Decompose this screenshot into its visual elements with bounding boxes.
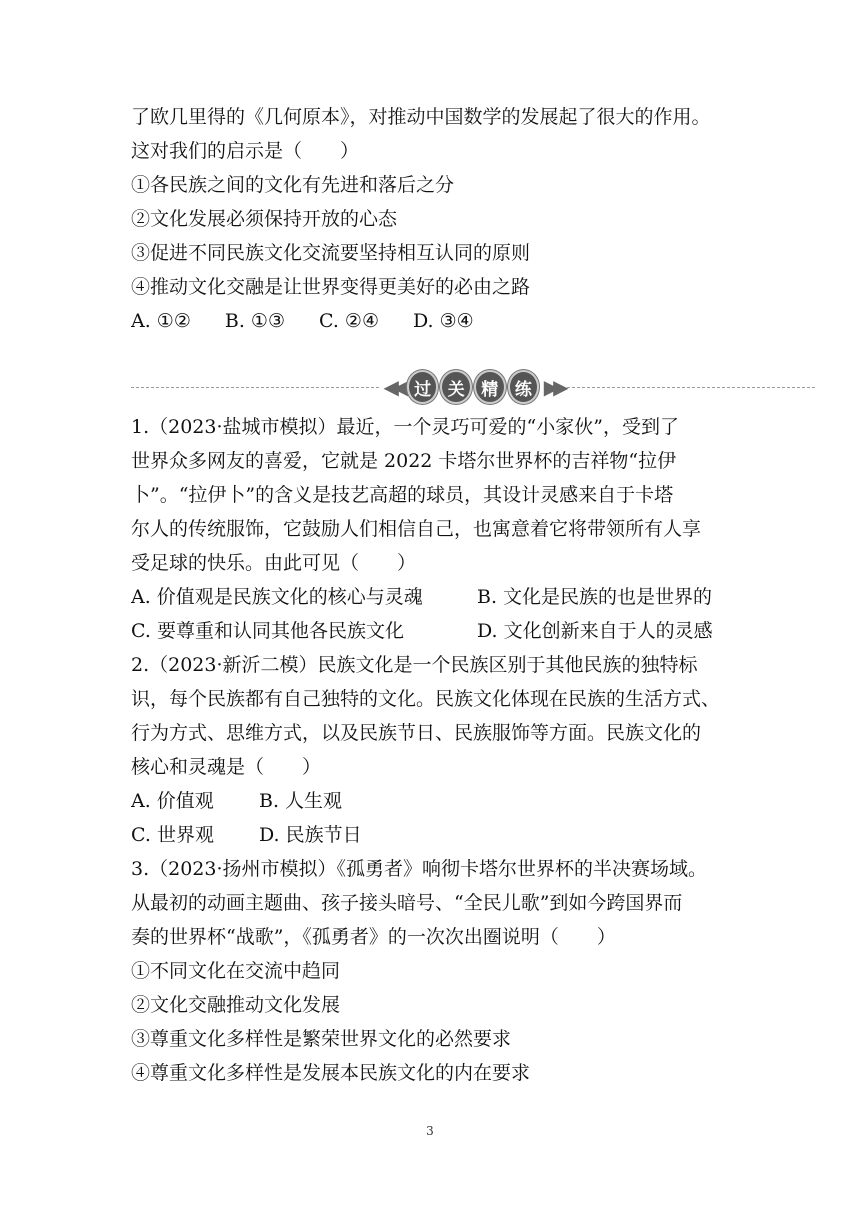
question-text-line: 3.（2023·扬州市模拟）《孤勇者》响彻卡塔尔世界杯的半决赛场域。 — [131, 858, 708, 880]
statement-2: ②文化发展必须保持开放的心态 — [131, 208, 398, 230]
question-text-line: 核心和灵魂是（ ） — [131, 756, 322, 778]
statement-2: ②文化交融推动文化发展 — [131, 994, 341, 1016]
question-text-line: 1.（2023·盐城市模拟）最近，一个灵巧可爱的“小家伙”，受到了 — [131, 416, 679, 438]
section-title-char: 关 — [440, 370, 472, 404]
section-title — [381, 368, 565, 406]
answer-options-row — [131, 614, 741, 648]
statement-1: ①不同文化在交流中趋同 — [131, 960, 341, 982]
double-chevron-right-icon: ▶▶ — [543, 375, 563, 399]
section-title-char: 练 — [508, 370, 540, 404]
option-a: A. 价值观是民族文化的核心与灵魂 — [131, 586, 423, 608]
answer-options-row — [131, 784, 741, 818]
option-c: C. ②④ — [318, 310, 379, 332]
questions-block — [131, 410, 741, 1090]
divider-right — [567, 387, 815, 388]
question-stem: 这对我们的启示是（ ） — [131, 140, 360, 162]
option-a: A. 价值观 — [131, 790, 214, 812]
option-a: A. ①② — [131, 310, 191, 332]
divider-left — [131, 387, 379, 388]
option-b: B. ①③ — [224, 310, 285, 332]
section-banner — [131, 368, 815, 406]
question-3 — [131, 852, 741, 1090]
statement-4: ④推动文化交融是让世界变得更美好的必由之路 — [131, 276, 531, 298]
question-text-line: 识，每个民族都有自己独特的文化。民族文化体现在民族的生活方式、 — [131, 688, 721, 710]
statement-1: ①各民族之间的文化有先进和落后之分 — [131, 174, 455, 196]
answer-options-row — [131, 818, 741, 852]
option-c: C. 要尊重和认同其他各民族文化 — [131, 620, 404, 642]
statement-4: ④尊重文化多样性是发展本民族文化的内在要求 — [131, 1062, 531, 1084]
text-line: 了欧几里得的《几何原本》，对推动中国数学的发展起了很大的作用。 — [131, 106, 711, 128]
answer-options — [131, 304, 741, 338]
option-d: D. ③④ — [413, 310, 474, 332]
statement-3: ③尊重文化多样性是繁荣世界文化的必然要求 — [131, 1028, 512, 1050]
answer-options-row — [131, 580, 741, 614]
question-text-line: 行为方式、思维方式，以及民族节日、民族服饰等方面。民族文化的 — [131, 722, 702, 744]
question-text-line: 卜”。“拉伊卜”的含义是技艺高超的球员，其设计灵感来自于卡塔 — [131, 484, 674, 506]
section-title-char: 过 — [407, 370, 439, 404]
question-1 — [131, 410, 741, 648]
page-number: 3 — [426, 1124, 434, 1138]
question-text-line: 尔人的传统服饰，它鼓励人们相信自己，也寓意着它将带领所有人享 — [131, 518, 702, 540]
question-text-line: 世界众多网友的喜爱，它就是 2022 卡塔尔世界杯的吉祥物“拉伊 — [131, 450, 677, 472]
section-title-char: 精 — [474, 370, 506, 404]
double-chevron-left-icon: ◀◀ — [383, 375, 403, 399]
question-text-line: 奏的世界杯“战歌”，《孤勇者》的一次次出圈说明（ ） — [131, 926, 616, 948]
question-text-line: 从最初的动画主题曲、孩子接头暗号、“全民儿歌”到如今跨国界而 — [131, 892, 683, 914]
question-2 — [131, 648, 741, 852]
option-b: B. 文化是民族的也是世界的 — [477, 586, 713, 608]
option-d: D. 文化创新来自于人的灵感 — [477, 620, 713, 642]
option-d: D. 民族节日 — [259, 824, 362, 846]
option-c: C. 世界观 — [131, 824, 214, 846]
question-text-line: 受足球的快乐。由此可见（ ） — [131, 552, 417, 574]
intro-block — [131, 100, 741, 338]
statement-3: ③促进不同民族文化交流要坚持相互认同的原则 — [131, 242, 531, 264]
option-b: B. 人生观 — [259, 790, 343, 812]
question-text-line: 2.（2023·新沂二模）民族文化是一个民族区别于其他民族的独特标 — [131, 654, 698, 676]
